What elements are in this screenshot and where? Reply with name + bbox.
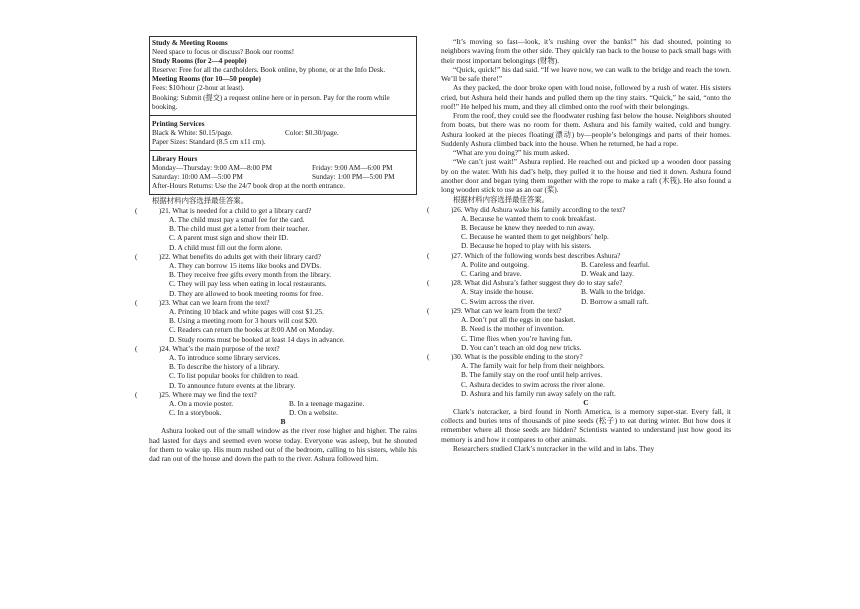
instruction-left: 根据材料内容选择最佳答案。 xyxy=(152,196,249,206)
option: C. A parent must sign and show their ID. xyxy=(169,233,289,243)
option: D. Because he hoped to play with his sisters. xyxy=(461,241,592,251)
option: C. Time flies when you’re having fun. xyxy=(461,333,573,343)
option: A. On a movie poster. xyxy=(169,399,234,409)
option: D. Study rooms must be booked at least 14 days in advance. xyxy=(169,334,345,344)
right-column xyxy=(427,37,731,453)
printing-bw: Black & White: $0.15/page. xyxy=(152,128,233,137)
question-text: )29. What can we learn from the text? xyxy=(451,305,562,315)
option: B. Because he knew they needed to run away. xyxy=(461,223,595,233)
question-24: ( )24. What’s the main purpose of the text? A. To introduce some library services. B. To describe the history of a library. C. To list popular books for children to read. D. To announce future events at the library. xyxy=(149,344,417,390)
study-rooms-text: Reserve: Free for all the cardholders. Book online, by phone, or at the Info Desk. xyxy=(152,66,386,75)
instruction-right: 根据材料内容选择最佳答案。 xyxy=(453,195,550,205)
study-rooms-section xyxy=(150,37,416,115)
study-intro: Need space to focus or discuss? Book our rooms! xyxy=(152,48,295,57)
option: C. Swim across the river. xyxy=(461,296,535,306)
option: C. Caring and brave. xyxy=(461,269,522,279)
printing-section xyxy=(150,115,416,150)
question-23: ( )23. What can we learn from the text? A. Printing 10 black and white pages will cost $1.25. B. Using a meeting room for 3 hours will cost $20. C. Readers can return the books at 8:00 AM on Monday. D. Study rooms must be booked at least 14 days in advance. xyxy=(149,298,417,344)
section-c-heading: C xyxy=(583,397,589,407)
hours-fri: Friday: 9:00 AM—6:00 PM xyxy=(312,164,393,173)
option: C. In a storybook. xyxy=(169,408,222,418)
passage-b-paragraph: “It’s moving so fast—look, it’s rushing over the banks!” his dad shouted, pointing to neighbors waving from the other side. They quickly ran back to the house to pack small bags with their most important belongings (财物). xyxy=(441,37,731,65)
option: D. You can’t teach an old dog new tricks. xyxy=(461,342,582,352)
meeting-rooms-title: Meeting Rooms (for 10—50 people) xyxy=(152,75,261,84)
option: A. The family wait for help from their neighbors. xyxy=(461,361,605,371)
question-text: )26. Why did Ashura wake his family according to the text? xyxy=(451,204,626,214)
printing-color: Color: $0.30/page. xyxy=(285,128,339,137)
option: A. To introduce some library services. xyxy=(169,353,281,363)
option: D. They are allowed to book meeting rooms for free. xyxy=(169,288,324,298)
question-28: ( )28. What did Ashura’s father suggest they do to stay safe? A. Stay inside the house. B. Walk to the bridge. C. Swim across the river. D. Borrow a small raft. xyxy=(427,278,649,306)
question-text: )22. What benefits do adults get with their library card? xyxy=(159,251,321,261)
option: B. Need is the mother of invention. xyxy=(461,324,564,334)
option: A. Printing 10 black and white pages will cost $1.25. xyxy=(169,307,324,317)
question-text: )27. Which of the following words best describes Ashura? xyxy=(451,250,621,260)
hours-mon-thu: Monday—Thursday: 9:00 AM—8:00 PM xyxy=(152,164,272,173)
option: B. Careless and fearful. xyxy=(581,259,650,269)
question-text: )25. Where may we find the text? xyxy=(159,389,257,399)
question-text: )30. What is the possible ending to the story? xyxy=(451,351,583,361)
option: B. In a teenage magazine. xyxy=(289,399,365,409)
hours-sun: Sunday: 1:00 PM—5:00 PM xyxy=(312,173,395,182)
question-30: ( )30. What is the possible ending to the story? A. The family wait for help from their neighbors. B. The family stay on the roof until help arrives. C. Ashura decides to swim across the river alone. D. Ashura and his family run away safely on the raft. xyxy=(441,352,731,398)
option: A. Polite and outgoing. xyxy=(461,259,529,269)
question-21: ( )21. What is needed for a child to get a library card? A. The child must pay a small fee for the card. B. The child must get a letter from their teacher. C. A parent must sign and show their ID. D. A child must fill out the form alone. xyxy=(149,206,417,252)
question-text: )28. What did Ashura’s father suggest they do to stay safe? xyxy=(451,278,623,288)
passage-b-paragraph: “What are you doing?” his mum asked. xyxy=(453,148,570,157)
question-29: ( )29. What can we learn from the text? A. Don’t put all the eggs in one basket. B. Need is the mother of invention. C. Time flies when you’re having fun. D. You can’t teach an old dog new tricks. xyxy=(441,306,731,352)
option: A. Stay inside the house. xyxy=(461,287,534,297)
meeting-fees: Fees: $10/hour (2-hour at least). xyxy=(152,84,245,93)
question-text: )23. What can we learn from the text? xyxy=(159,297,270,307)
option: A. Don’t put all the eggs in one basket. xyxy=(461,315,576,325)
option: A. The child must pay a small fee for the card. xyxy=(169,215,305,225)
option: D. A child must fill out the form alone. xyxy=(169,242,283,252)
printing-title: Printing Services xyxy=(152,119,205,128)
hours-sat: Saturday: 10:00 AM—5:00 PM xyxy=(152,173,243,182)
option: A. They can borrow 15 items like books and DVDs. xyxy=(169,261,322,271)
hours-section xyxy=(150,150,416,194)
option: D. Ashura and his family run away safely on the raft. xyxy=(461,388,616,398)
option: B. They receive free gifts every month from the library. xyxy=(169,270,332,280)
section-b-heading: B xyxy=(280,417,286,427)
option: B. Using a meeting room for 3 hours will cost $20. xyxy=(169,316,318,326)
question-22: ( )22. What benefits do adults get with their library card? A. They can borrow 15 items like books and DVDs. B. They receive free gifts every month from the library. C. They will pay less when eating in local restaurants. D. They are allowed to book meeting rooms for free. xyxy=(149,252,417,298)
option: B. To describe the history of a library. xyxy=(169,362,280,372)
option: C. They will pay less when eating in local restaurants. xyxy=(169,279,327,289)
meeting-booking: Booking: Submit (提交) a request online here or in person. Pay for the room while booking. xyxy=(152,93,390,111)
passage-c-paragraph: Clark’s nutcracker, a bird found in North America, is a memory super-star. Every fall, it collects and buries tens of thousands of pine seeds (松子) to eat during winter. But how does it remember where all those seeds are hidden? Scientists wanted to understand just how good its memory is and how it compares to other animals. xyxy=(441,406,731,444)
passage-b-paragraph: As they packed, the door broke open with loud noise, followed by a rush of water. His sisters cried, but Ashura held their hands and pulled them up the tiny stairs. “Quick,” he said, “onto the roof!” He helped his mum, and they all climbed onto the roof with their belongings. xyxy=(441,83,731,111)
passage-b-paragraph: Ashura looked out of the small window as the river rose higher and higher. The rains had lasted for days and seemed even worse today. Everyone was asleep, but he shouted for them to wake up. His mum rushed out of the bedroom, calling to his sisters, while his dad ran out of the house and down the path to the river. Ashura followed him. xyxy=(149,426,417,464)
option: B. The child must get a letter from their teacher. xyxy=(169,224,310,234)
hours-after: After-Hours Returns: Use the 24/7 book drop at the north entrance. xyxy=(152,182,345,191)
passage-b-paragraph: From the roof, they could see the floodwater rushing fast below the house. Neighbors shouted from boats, but there was no room for them. Ashura and his family waited, cold and hungry. Ashura looked at the pieces floating(漂动) by—people’s belongings and parts of their homes. Suddenly Ashura climbed back into the house. When he returned, he had a rope. xyxy=(441,111,731,148)
study-rooms-title: Study Rooms (for 2—4 people) xyxy=(152,57,247,66)
left-column xyxy=(135,36,417,464)
option: A. Because he wanted them to cook breakfast. xyxy=(461,213,597,223)
option: D. On a website. xyxy=(289,408,338,418)
option: C. Readers can return the books at 8:00 AM on Monday. xyxy=(169,325,334,335)
passage-b-paragraph: “Quick, quick!” his dad said. “If we leave now, we can walk to the bridge and reach the town. We’ll be safe there!” xyxy=(441,64,731,83)
option: D. Weak and lazy. xyxy=(581,269,634,279)
question-text: )21. What is needed for a child to get a library card? xyxy=(159,205,312,215)
passage-b-paragraph: “We can’t just wait!” Ashura replied. He reached out and picked up a wooden door passing by on the water. With his dad’s help, they pulled it to the house and tied it down. Ashura found another door and began tying them together with the rope to make a raft (木筏). He also found a long wooden stick to use as an oar (桨). xyxy=(441,157,731,194)
option: C. Ashura decides to swim across the river alone. xyxy=(461,379,605,389)
study-title: Study & Meeting Rooms xyxy=(152,39,228,47)
passage-c-paragraph: Researchers studied Clark’s nutcracker in the wild and in labs. They xyxy=(453,443,655,453)
option: B. The family stay on the roof until help arrives. xyxy=(461,370,603,380)
hours-title: Library Hours xyxy=(152,155,198,164)
option: B. Walk to the bridge. xyxy=(581,287,646,297)
library-info-box xyxy=(149,36,417,195)
question-27: ( )27. Which of the following words best describes Ashura? A. Polite and outgoing. B. Careless and fearful. C. Caring and brave. D. Weak and lazy. xyxy=(427,250,650,279)
question-26: ( )26. Why did Ashura wake his family according to the text? A. Because he wanted them to cook breakfast. B. Because he knew they needed to run away. C. Because he wanted them to get neighbors’ help. D. Because he hoped to play with his sisters. xyxy=(441,205,731,251)
option: D. Borrow a small raft. xyxy=(581,296,649,306)
option: C. To list popular books for children to read. xyxy=(169,371,299,381)
option: D. To announce future events at the library. xyxy=(169,380,296,390)
question-text: )24. What’s the main purpose of the text? xyxy=(159,343,280,353)
question-25: ( )25. Where may we find the text? A. On a movie poster. B. In a teenage magazine. C. In a storybook. D. On a website. xyxy=(135,389,365,418)
option: C. Because he wanted them to get neighbors’ help. xyxy=(461,232,609,242)
printing-sizes: Paper Sizes: Standard (8.5 cm x11 cm). xyxy=(152,137,266,146)
